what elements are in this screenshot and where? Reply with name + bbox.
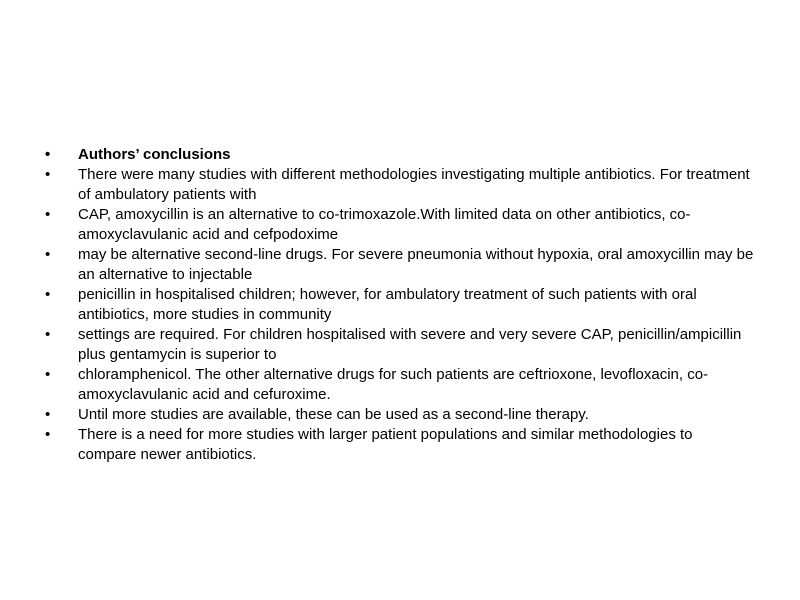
bullet-icon: • [45,246,51,263]
bullet-text: There were many studies with different methodologies investigating multiple antibiotics. For treatment of ambulatory patients with [78,166,750,203]
bullet-icon: • [45,206,51,223]
bullet-text: Authors’ conclusions [78,146,231,163]
bullet-item [45,285,755,325]
bullet-text: penicillin in hospitalised children; however, for ambulatory treatment of such patients with oral antibiotics, more studies in community [78,286,697,323]
bullet-icon: • [45,326,51,343]
bullet-icon: • [45,426,51,443]
bullet-icon: • [45,406,51,423]
bullet-text: Until more studies are available, these can be used as a second-line therapy. [78,406,589,423]
bullet-text: CAP, amoxycillin is an alternative to co-trimoxazole.With limited data on other antibiotics, co-amoxyclavulanic acid and cefpodoxime [78,206,691,243]
bullet-icon: • [45,166,51,183]
bullet-item [45,405,755,425]
bullet-list [45,145,755,465]
bullet-item-heading [45,145,755,165]
bullet-icon: • [45,366,51,383]
bullet-text: chloramphenicol. The other alternative drugs for such patients are ceftrioxone, levofloxacin, co-amoxyclavulanic acid and cefuroxime. [78,366,709,403]
bullet-item [45,165,755,205]
bullet-icon: • [45,286,51,303]
bullet-item [45,205,755,245]
bullet-item [45,325,755,365]
bullet-item [45,365,755,405]
bullet-icon: • [45,146,51,163]
bullet-item [45,245,755,285]
bullet-item [45,425,755,465]
bullet-text: There is a need for more studies with larger patient populations and similar methodologies to compare newer antibiotics. [78,426,693,463]
bullet-text: settings are required. For children hospitalised with severe and very severe CAP, penicillin/ampicillin plus gentamycin is superior to [78,326,742,363]
bullet-text: may be alternative second-line drugs. For severe pneumonia without hypoxia, oral amoxycillin may be an alternative to injectable [78,246,754,283]
